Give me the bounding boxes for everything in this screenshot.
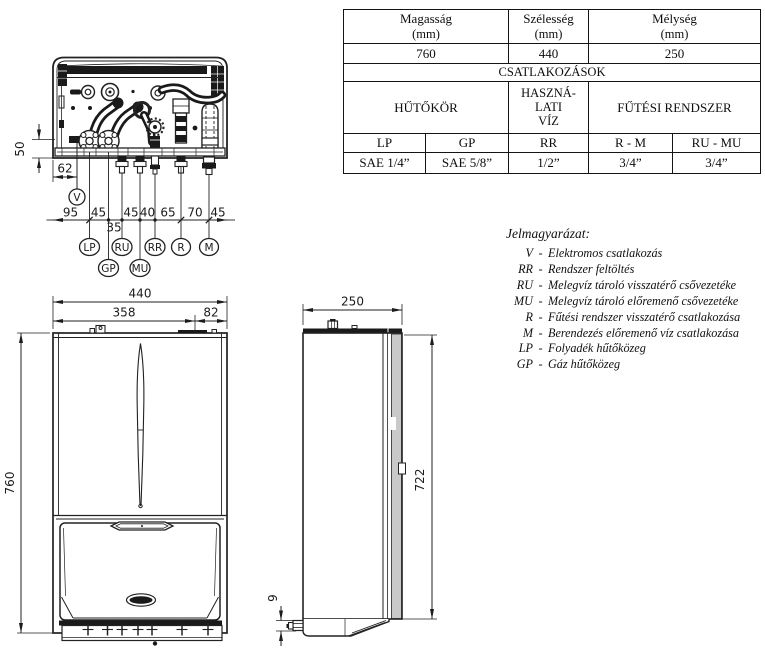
legend-dash: - [538, 293, 543, 308]
dim-440-label: 440 [128, 286, 152, 301]
dim-chain-65: 65 [160, 205, 176, 220]
table-section-row [344, 64, 761, 82]
dim-chain-45c: 45 [210, 205, 226, 220]
legend [506, 226, 762, 373]
legend-desc: Berendezés előremenő víz csatlakozása [548, 325, 740, 340]
legend-code: RR [518, 261, 533, 276]
dim-chain-70: 70 [187, 205, 203, 220]
legend-item-gp [506, 357, 762, 373]
dim-chain-40: 40 [139, 205, 156, 220]
legend-code: RU [516, 277, 533, 292]
dim-chain-45a: 45 [90, 205, 107, 220]
header-width-unit: (mm) [534, 26, 563, 41]
value-depth: 250 [589, 44, 761, 64]
conn-label-v: V [73, 191, 81, 204]
legend-item-m [506, 326, 762, 342]
value-width: 440 [509, 44, 589, 64]
header-width [509, 10, 589, 44]
legend-dash: - [538, 261, 543, 276]
header-width-title: Szélesség [523, 11, 574, 27]
legend-item-r [506, 310, 762, 326]
legend-desc: Rendszer feltöltés [548, 261, 635, 276]
section-title: CSATLAKOZÁSOK [344, 64, 761, 82]
legend-code: GP [516, 357, 533, 372]
conn-label-m: M [204, 241, 214, 254]
conn-label-r: R [177, 241, 185, 254]
code-rr: RR [509, 133, 589, 152]
legend-code: MU [514, 293, 533, 308]
dim-9-label: 9 [266, 594, 280, 602]
side-view [287, 319, 406, 636]
size-lp: SAE 1/4” [344, 152, 426, 173]
table-groups-row [344, 81, 761, 133]
legend-code: R [525, 309, 533, 324]
legend-code: V [525, 246, 533, 260]
dim-358-label: 358 [112, 305, 136, 320]
header-height-title: Magasság [400, 11, 452, 27]
code-gp: GP [426, 133, 509, 152]
header-height-unit: (mm) [412, 26, 440, 41]
dim-chain-95: 95 [62, 205, 79, 220]
condenser-grille-band [66, 66, 207, 74]
legend-item-ru [506, 278, 762, 294]
size-r-m: 3/4” [589, 152, 673, 173]
size-rr: 1/2” [509, 152, 589, 173]
bottom-view [53, 58, 227, 175]
size-ru-mu: 3/4” [673, 152, 761, 173]
header-depth [589, 10, 761, 44]
front-view [53, 326, 227, 646]
legend-desc: Gáz hűtőközeg [548, 357, 621, 372]
code-lp: LP [344, 133, 426, 152]
group-domestic-hot-water: HASZNÁ- LATI VÍZ [509, 81, 589, 133]
table-header-row [344, 10, 761, 44]
legend-dash: - [538, 309, 543, 324]
group-heating-system: FŰTÉSI RENDSZER [589, 81, 761, 133]
code-r-m: R - M [589, 133, 673, 152]
legend-desc: Elektromos csatlakozás [548, 246, 663, 260]
legend-item-rr [506, 262, 762, 278]
header-depth-unit: (mm) [660, 26, 689, 41]
dim-722-label: 722 [413, 468, 427, 492]
dimensions-table [343, 9, 761, 174]
conn-label-ru: RU [114, 241, 130, 254]
legend-title: Jelmagyarázat: [506, 226, 590, 241]
dim-62-label: 62 [57, 161, 73, 176]
legend-desc: Fűtési rendszer visszatérő csatlakozása [548, 309, 741, 324]
table-values-row [344, 44, 761, 64]
conn-label-mu: MU [131, 262, 149, 275]
legend-desc: Melegvíz tároló visszatérő csővezetéke [548, 277, 737, 292]
conn-label-rr: RR [147, 241, 163, 254]
conn-label-gp: GP [101, 262, 116, 275]
dim-250-label: 250 [341, 294, 364, 309]
table-codes-row [344, 133, 761, 152]
header-height [344, 10, 509, 44]
legend-dash: - [538, 246, 543, 260]
conn-label-lp: LP [83, 241, 96, 254]
header-depth-title: Mélység [652, 11, 697, 27]
legend-item-v [506, 246, 762, 262]
dim-35-label: 35 [106, 220, 122, 235]
dim-760-label: 760 [3, 471, 17, 495]
value-height: 760 [344, 44, 509, 64]
size-gp: SAE 5/8” [426, 152, 509, 173]
legend-dash: - [538, 325, 543, 340]
code-ru-mu: RU - MU [673, 133, 761, 152]
dim-82-label: 82 [203, 305, 219, 320]
legend-code: LP [518, 341, 533, 356]
legend-desc: Folyadék hűtőközeg [548, 341, 646, 356]
table-sizes-row [344, 152, 761, 173]
dim-chain-45b: 45 [123, 205, 139, 220]
dim-50-label: 50 [13, 141, 27, 157]
connection-labels [80, 239, 219, 277]
legend-dash: - [538, 357, 543, 372]
legend-dash: - [538, 277, 543, 292]
legend-code: M [522, 325, 533, 340]
legend-item-mu [506, 294, 762, 310]
group-cooling-circuit: HŰTŐKÖR [344, 81, 509, 133]
legend-dash: - [538, 341, 543, 356]
legend-desc: Melegvíz tároló előremenő csővezetéke [548, 293, 739, 308]
legend-item-lp [506, 341, 762, 357]
